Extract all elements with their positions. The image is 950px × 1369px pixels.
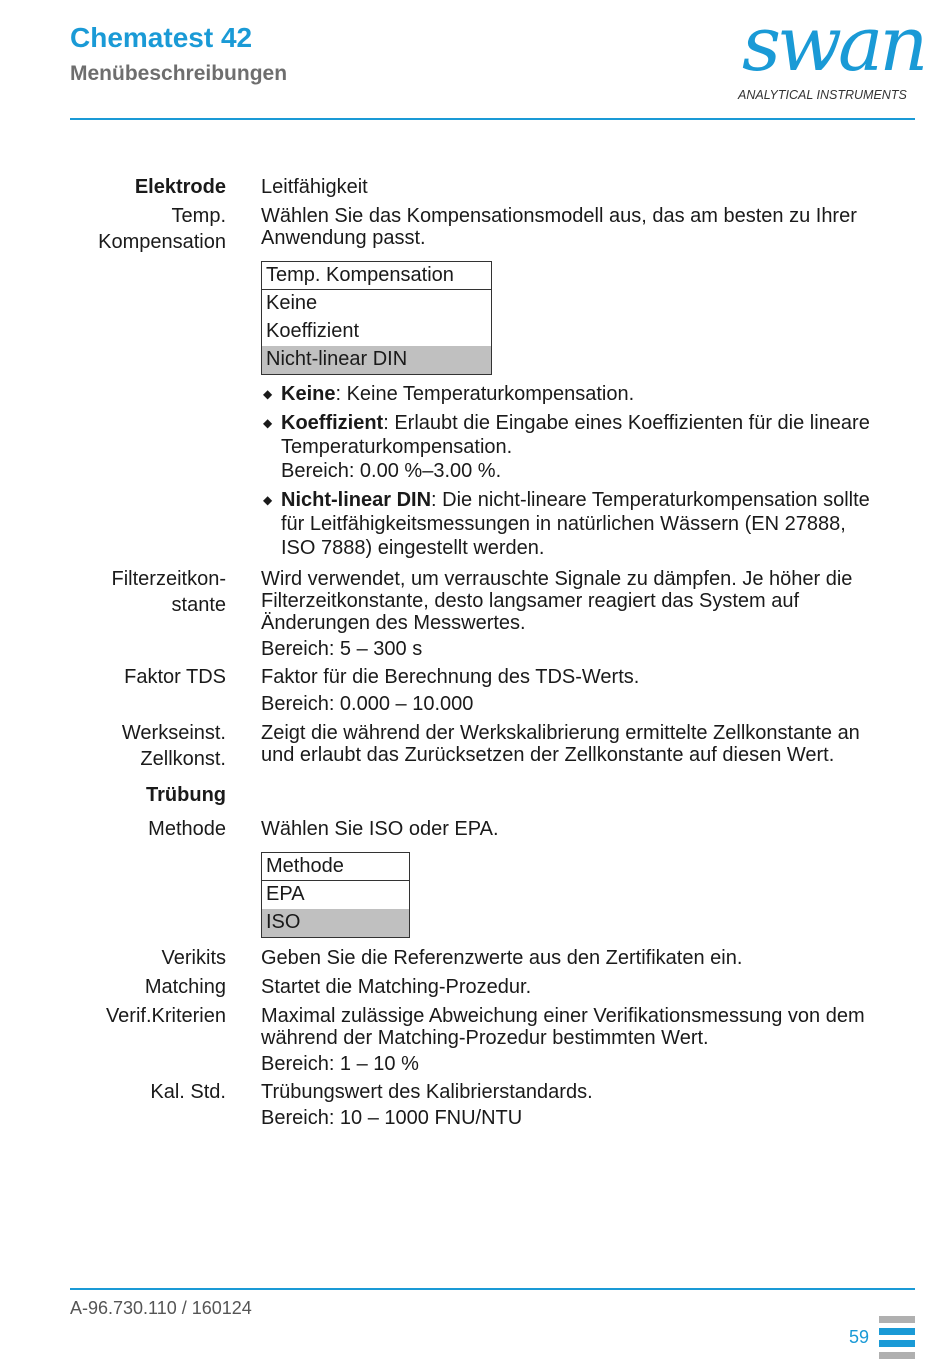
text-verif-line-2: während der Matching-Prozedur bestimmten Wert. <box>261 1027 709 1049</box>
text-kal-range: Bereich: 10 – 1000 FNU/NTU <box>261 1107 523 1129</box>
label-filter-2: stante <box>171 594 226 616</box>
label-truebung: Trübung <box>146 784 226 806</box>
bullet-diamond-icon: ◆ <box>263 387 273 401</box>
bullet-koeffizient-range: Bereich: 0.00 %–3.00 %. <box>281 460 502 482</box>
menu-header: Temp. Kompensation <box>262 262 491 290</box>
page-bars-icon <box>879 1316 915 1364</box>
bullet-koeffizient-line-2: Temperaturkompensation. <box>281 436 513 458</box>
bullet-diamond-icon: ◆ <box>263 493 273 507</box>
label-kal-std: Kal. Std. <box>150 1081 226 1103</box>
menu-item-epa[interactable]: EPA <box>266 883 305 905</box>
menu-item-nicht-linear-din[interactable]: Nicht-linear DIN <box>262 346 491 374</box>
text-elektrode: Leitfähigkeit <box>261 176 368 198</box>
label-faktor-tds: Faktor TDS <box>124 666 226 688</box>
bullet-koeffizient: Koeffizient: Erlaubt die Eingabe eines Koeffizienten für die lineare <box>281 412 870 434</box>
bullet-nicht-linear-line-3: ISO 7888) eingestellt werden. <box>281 537 545 559</box>
text-filter-range: Bereich: 5 – 300 s <box>261 638 423 660</box>
label-elektrode: Elektrode <box>134 176 226 198</box>
text-filter-line-2: Filterzeitkonstante, desto langsamer reagiert das System auf <box>261 590 800 612</box>
menu-item-keine[interactable]: Keine <box>266 292 318 314</box>
logo-wordmark: swan <box>742 0 925 88</box>
label-werk-2: Zellkonst. <box>140 748 226 770</box>
text-verikits: Geben Sie die Referenzwerte aus den Zertifikaten ein. <box>261 947 743 969</box>
text-werk-line-1: Zeigt die während der Werkskalibrierung ermittelte Zellkonstante an <box>261 722 860 744</box>
document-code: A-96.730.110 / 160124 <box>70 1298 252 1318</box>
text-kal: Trübungswert des Kalibrierstandards. <box>261 1081 593 1103</box>
text-verif-line-1: Maximal zulässige Abweichung einer Verifikationsmessung von dem <box>261 1005 865 1027</box>
document-title: Chematest 42 <box>70 22 253 53</box>
menu-header: Methode <box>262 853 409 881</box>
text-methode: Wählen Sie ISO oder EPA. <box>261 818 499 840</box>
label-werk-1: Werkseinst. <box>121 722 226 744</box>
label-verif-kriterien: Verif.Kriterien <box>105 1005 226 1027</box>
bullet-diamond-icon: ◆ <box>263 416 273 430</box>
methode-menu <box>261 852 410 938</box>
temp-kompensation-menu <box>261 261 492 375</box>
swan-logo <box>738 0 925 102</box>
text-verif-range: Bereich: 1 – 10 % <box>261 1053 419 1075</box>
label-methode: Methode <box>148 818 226 840</box>
bullet-nicht-linear: Nicht-linear DIN: Die nicht-lineare Temperaturkompensation sollte <box>281 489 870 511</box>
label-temp-1: Temp. <box>171 205 226 227</box>
menu-item-iso[interactable]: ISO <box>262 909 409 937</box>
bullet-keine: Keine: Keine Temperaturkompensation. <box>281 383 635 405</box>
label-verikits: Verikits <box>161 947 226 969</box>
text-filter-line-1: Wird verwendet, um verrauschte Signale zu dämpfen. Je höher die <box>261 568 853 590</box>
footer-divider <box>70 1288 915 1290</box>
text-matching: Startet die Matching-Prozedur. <box>261 976 532 998</box>
label-temp-2: Kompensation <box>98 231 226 253</box>
text-temp-line-1: Wählen Sie das Kompensationsmodell aus, das am besten zu Ihrer <box>261 205 857 227</box>
label-filter-1: Filterzeitkon- <box>111 568 226 590</box>
text-temp-line-2: Anwendung passt. <box>261 227 426 249</box>
menu-item-koeffizient[interactable]: Koeffizient <box>266 320 360 342</box>
text-tds-range: Bereich: 0.000 – 10.000 <box>261 693 474 715</box>
page-number: 59 <box>849 1327 870 1347</box>
header-divider <box>70 118 915 120</box>
document-subtitle: Menübeschreibungen <box>70 62 288 85</box>
logo-tagline: ANALYTICAL INSTRUMENTS <box>738 88 907 102</box>
label-matching: Matching <box>144 976 226 998</box>
text-filter-line-3: Änderungen des Messwertes. <box>261 612 526 634</box>
bullet-nicht-linear-line-2: für Leitfähigkeitsmessungen in natürlichen Wässern (EN 27888, <box>281 513 846 535</box>
text-werk-line-2: und erlaubt das Zurücksetzen der Zellkonstante auf diesen Wert. <box>261 744 835 766</box>
text-tds: Faktor für die Berechnung des TDS-Werts. <box>261 666 640 688</box>
